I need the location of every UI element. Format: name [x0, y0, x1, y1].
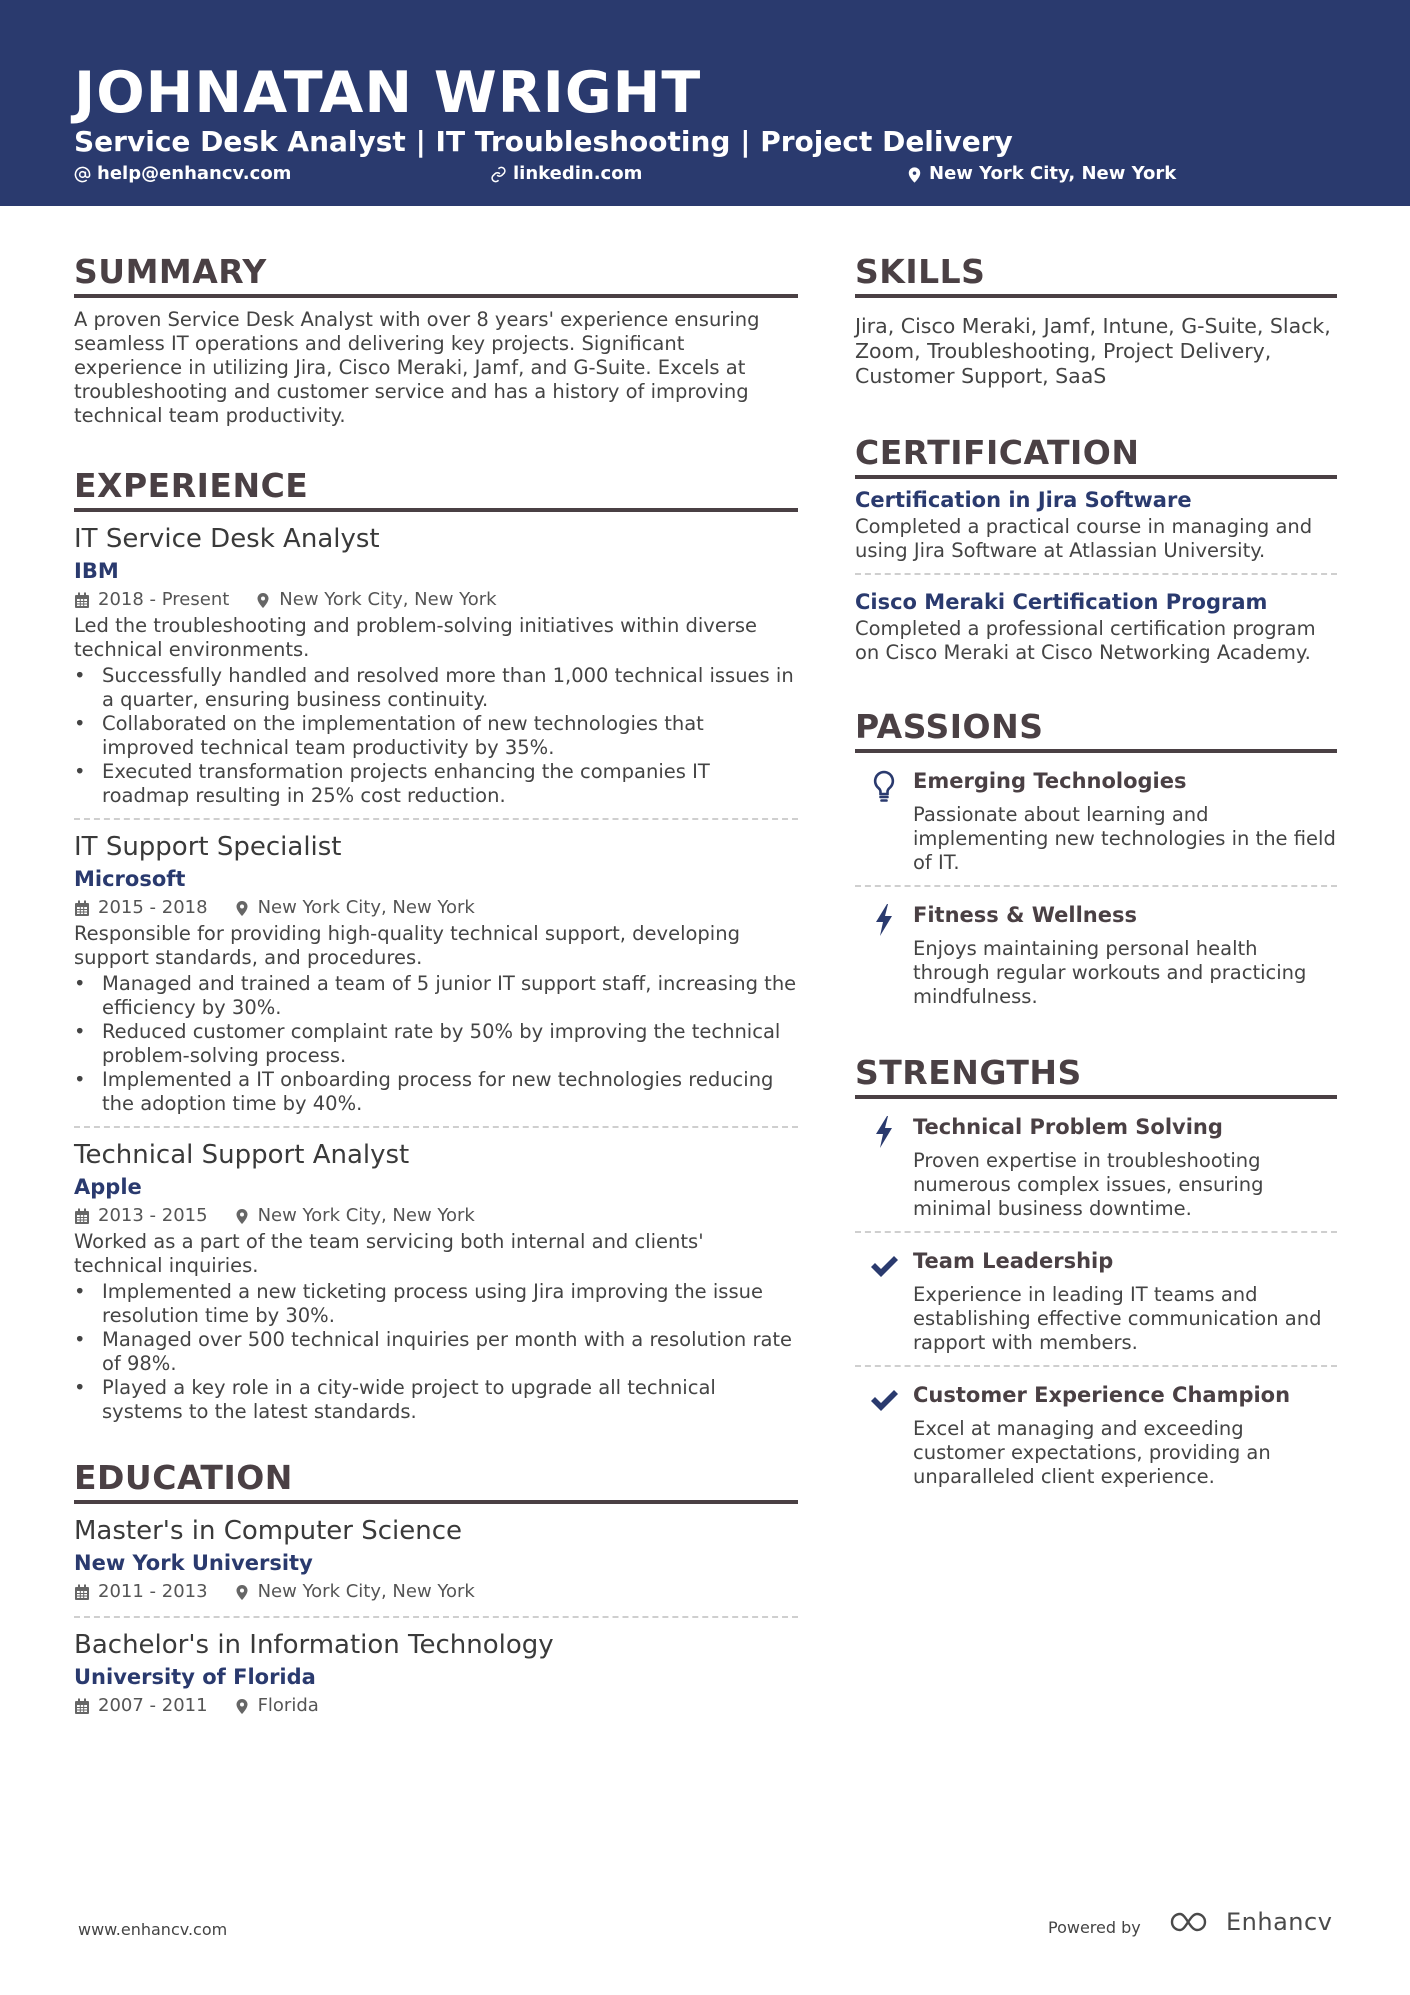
job-meta — [74, 586, 798, 614]
job-title: IT Support Specialist — [74, 832, 342, 862]
strengths-section — [855, 1053, 1337, 1499]
job-location: New York City, New York — [279, 589, 497, 610]
education-school: New York University — [74, 1551, 313, 1575]
location-pin-icon — [906, 166, 923, 183]
job-bullet: • Collaborated on the implementation of new technologies that improved technical team productivity by 35%. — [74, 712, 798, 760]
education-entry — [74, 1618, 798, 1730]
summary-section — [74, 252, 798, 428]
job-bullet: • Played a key role in a city-wide project to upgrade all technical systems to the latest standards. — [74, 1376, 798, 1424]
strength-title: Team Leadership — [913, 1249, 1114, 1273]
location-pin-icon — [234, 900, 250, 917]
education-entry — [74, 1504, 798, 1618]
calendar-icon — [74, 1208, 90, 1225]
certification-entry — [855, 575, 1337, 675]
location-pin-icon — [255, 592, 271, 609]
education-meta — [74, 1578, 798, 1606]
calendar-icon — [74, 900, 90, 917]
summary-title: SUMMARY — [74, 252, 798, 298]
job-company: Apple — [74, 1175, 142, 1199]
footer-brand-name: Enhancv — [1226, 1908, 1333, 1936]
education-degree: Master's in Computer Science — [74, 1516, 463, 1546]
job-bullet: • Managed and trained a team of 5 junior IT support staff, increasing the efficiency by 30%. — [74, 972, 798, 1020]
left-column — [74, 252, 798, 1730]
education-dates: 2011 - 2013 — [98, 1581, 208, 1602]
job-bullet: • Implemented a new ticketing process using Jira improving the issue resolution time by 30%. — [74, 1280, 798, 1328]
passion-description: Passionate about learning and implementing new technologies in the field of IT. — [913, 803, 1336, 874]
strength-entry — [855, 1367, 1337, 1499]
strength-entry — [855, 1233, 1337, 1367]
contact-link-text: linkedin.com — [513, 163, 643, 184]
link-icon — [490, 166, 507, 183]
strengths-title: STRENGTHS — [855, 1053, 1337, 1099]
certification-title: CERTIFICATION — [855, 433, 1337, 479]
education-location: Florida — [257, 1695, 319, 1716]
at-icon — [74, 166, 91, 183]
job-bullet: • Managed over 500 technical inquiries per month with a resolution rate of 98%. — [74, 1328, 798, 1376]
lightbulb-icon — [869, 769, 899, 803]
lightning-icon — [869, 1115, 899, 1149]
calendar-icon — [74, 1698, 90, 1715]
job-entry — [74, 820, 798, 1128]
passion-title: Fitness & Wellness — [913, 903, 1137, 927]
passion-description: Enjoys maintaining personal health through regular workouts and practicing mindfulness. — [913, 937, 1307, 1008]
certification-entry — [855, 479, 1337, 575]
passions-section — [855, 707, 1337, 1019]
job-bullet: • Implemented a IT onboarding process for new technologies reducing the adoption time by 40%. — [74, 1068, 798, 1116]
education-school: University of Florida — [74, 1665, 316, 1689]
job-entry — [74, 1128, 798, 1434]
calendar-icon — [74, 1584, 90, 1601]
job-description: Responsible for providing high-quality technical support, developing support standards, and procedures. — [74, 922, 740, 969]
job-entry — [74, 512, 798, 820]
location-pin-icon — [234, 1698, 250, 1715]
contact-location — [906, 162, 1176, 186]
passions-title: PASSIONS — [855, 707, 1337, 753]
strength-description: Proven expertise in troubleshooting numerous complex issues, ensuring minimal business downtime. — [913, 1149, 1264, 1220]
footer-website[interactable]: www.enhancv.com — [78, 1920, 228, 1939]
strength-title: Customer Experience Champion — [913, 1383, 1291, 1407]
footer-powered-by: Powered by — [1048, 1918, 1141, 1937]
job-description: Worked as a part of the team servicing both internal and clients' technical inquiries. — [74, 1230, 704, 1277]
job-bullets — [74, 1280, 798, 1424]
resume-header — [0, 0, 1410, 206]
education-location: New York City, New York — [257, 1581, 475, 1602]
education-dates: 2007 - 2011 — [98, 1695, 208, 1716]
education-degree: Bachelor's in Information Technology — [74, 1630, 554, 1660]
education-title: EDUCATION — [74, 1458, 798, 1504]
job-bullet: • Reduced customer complaint rate by 50% by improving the technical problem-solving process. — [74, 1020, 798, 1068]
calendar-icon — [74, 592, 90, 609]
skills-text: Jira, Cisco Meraki, Jamf, Intune, G-Suite, Slack, Zoom, Troubleshooting, Project Delivery, Customer Support, SaaS — [855, 314, 1331, 388]
job-bullets — [74, 972, 798, 1116]
candidate-name: JOHNATAN WRIGHT — [74, 60, 702, 126]
contact-email-text: help@enhancv.com — [97, 163, 292, 184]
job-title: IT Service Desk Analyst — [74, 524, 380, 554]
job-dates: 2013 - 2015 — [98, 1205, 208, 1226]
job-dates: 2018 - Present — [98, 589, 230, 610]
certification-description: Completed a practical course in managing and using Jira Software at Atlassian University. — [855, 515, 1313, 562]
job-company: Microsoft — [74, 867, 186, 891]
certification-description: Completed a professional certification program on Cisco Meraki at Cisco Networking Academy. — [855, 617, 1316, 664]
job-bullet: • Executed transformation projects enhancing the companies IT roadmap resulting in 25% cost reduction. — [74, 760, 798, 808]
checkmark-icon — [869, 1249, 899, 1283]
job-bullets — [74, 664, 798, 808]
experience-title: EXPERIENCE — [74, 466, 798, 512]
summary-text: A proven Service Desk Analyst with over 8 years' experience ensuring seamless IT operations and delivering key projects. Significant experience in utilizing Jira, Cisco Meraki, Jamf, and G-Suite. Excels at troubleshooting and customer service and has a history of improving technical team productivity. — [74, 308, 760, 427]
education-section — [74, 1458, 798, 1730]
checkmark-icon — [869, 1383, 899, 1417]
job-location: New York City, New York — [257, 897, 475, 918]
passion-title: Emerging Technologies — [913, 769, 1187, 793]
footer-brand-logo[interactable] — [1168, 1908, 1332, 1936]
candidate-headline: Service Desk Analyst | IT Troubleshooting | Project Delivery — [74, 125, 1013, 158]
education-meta — [74, 1692, 798, 1720]
skills-section — [855, 252, 1337, 389]
job-meta — [74, 1202, 798, 1230]
lightning-icon — [869, 903, 899, 937]
job-bullet: • Successfully handled and resolved more than 1,000 technical issues in a quarter, ensuring business continuity. — [74, 664, 798, 712]
strength-entry — [855, 1099, 1337, 1233]
location-pin-icon — [234, 1584, 250, 1601]
job-description: Led the troubleshooting and problem-solving initiatives within diverse technical environments. — [74, 614, 758, 661]
job-location: New York City, New York — [257, 1205, 475, 1226]
enhancv-logo-icon — [1168, 1908, 1216, 1936]
job-dates: 2015 - 2018 — [98, 897, 208, 918]
contact-location-text: New York City, New York — [929, 163, 1177, 184]
location-pin-icon — [234, 1208, 250, 1225]
experience-section — [74, 466, 798, 1434]
certification-name: Certification in Jira Software — [855, 488, 1192, 512]
job-meta — [74, 894, 798, 922]
strength-description: Excel at managing and exceeding customer expectations, providing an unparalleled client experience. — [913, 1417, 1271, 1488]
strength-description: Experience in leading IT teams and establishing effective communication and rapport with members. — [913, 1283, 1322, 1354]
contact-link[interactable] — [490, 162, 642, 186]
job-company: IBM — [74, 559, 119, 583]
passion-entry — [855, 887, 1337, 1019]
certification-section — [855, 433, 1337, 675]
passion-entry — [855, 753, 1337, 887]
right-column — [855, 252, 1337, 1499]
skills-title: SKILLS — [855, 252, 1337, 298]
job-title: Technical Support Analyst — [74, 1140, 410, 1170]
strength-title: Technical Problem Solving — [913, 1115, 1223, 1139]
contact-email[interactable] — [74, 162, 291, 186]
certification-name: Cisco Meraki Certification Program — [855, 590, 1268, 614]
